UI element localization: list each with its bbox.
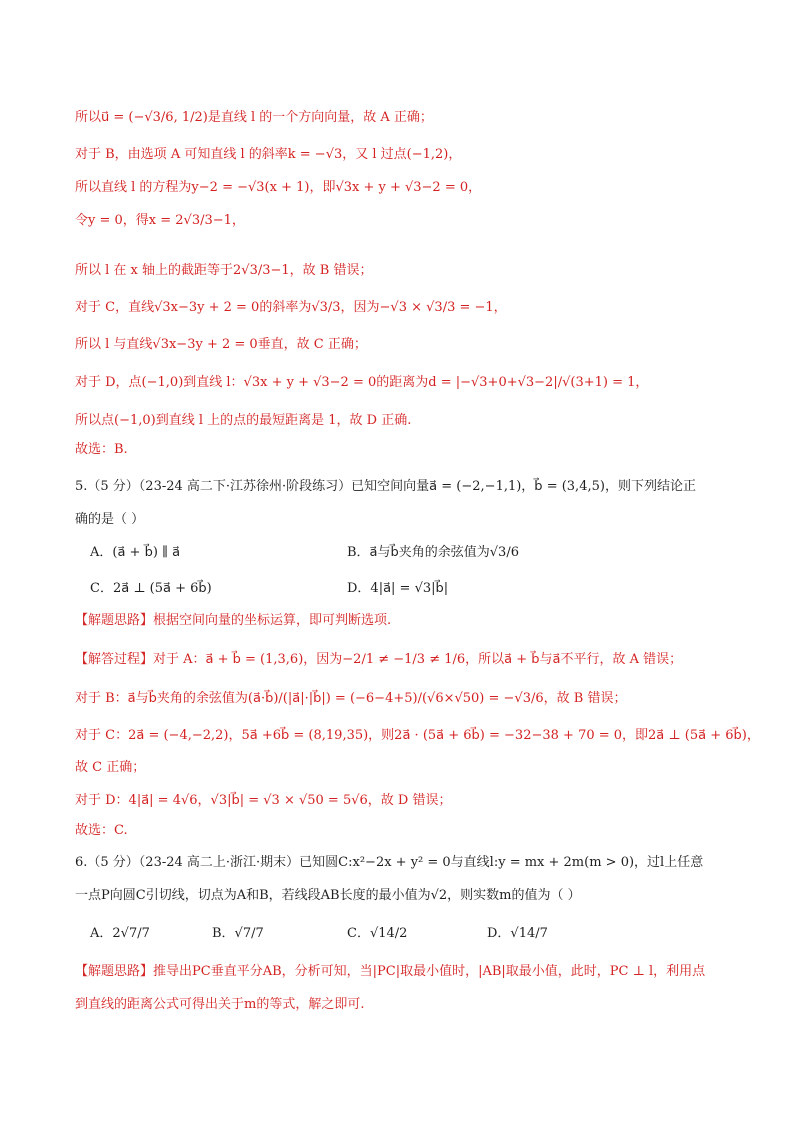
q5-option-b: B．a⃗与b⃗夹角的余弦值为√3/6 [347,545,519,560]
q5-solution-line-4: 故 C 正确； [75,760,146,775]
q5-solution-line-1: 【解答过程】对于 A：a⃗ + b⃗ = (1,3,6)，因为−2/1 ≠ −1/3 ≠ 1/6，所以a⃗ + b⃗与a⃗不平行，故 A 错误； [75,652,683,667]
q5-solution-idea: 【解题思路】根据空间向量的坐标运算，即可判断选项. [75,613,392,628]
q5-stem-line-1: 5.（5 分）（23-24 高二下·江苏徐州·阶段练习）已知空间向量a⃗ = (−2,−1,1)，b⃗ = (3,4,5)，则下列结论正 [75,479,696,494]
q6-option-a: A．2√7/7 [90,926,150,941]
q5-option-a: A．(a⃗ + b⃗) ∥ a⃗ [90,545,181,560]
q6-stem-line-2: 一点P向圆C引切线，切点为A和B，若线段AB长度的最小值为√2，则实数m的值为（ ） [75,888,581,903]
q4-answer: 故选：B. [75,442,128,457]
q6-option-d: D．√14/7 [487,926,548,941]
q4-solution-line-6: 对于 C，直线√3x−3y + 2 = 0的斜率为√3/3，因为−√3 × √3/3 = −1， [75,300,507,315]
q5-solution-line-3: 对于 C：2a⃗ = (−4,−2,2)，5a⃗ +6b⃗ = (8,19,35)，则2a⃗ · (5a⃗ + 6b⃗) = −32−38 + 70 = 0，即2a⃗ ⊥ (5a⃗ + 6b⃗)， [75,728,760,743]
q6-option-b: B．√7/7 [212,926,264,941]
q6-option-c: C．√14/2 [347,926,408,941]
q5-answer: 故选：C. [75,823,128,838]
q5-solution-line-5: 对于 D：4|a⃗| = 4√6，√3|b⃗| = √3 × √50 = 5√6，故 D 错误； [75,793,452,808]
q4-solution-line-1: 所以u⃗ = (−√3/6, 1/2)是直线 l 的一个方向向量，故 A 正确； [75,110,433,125]
q6-solution-idea-line-2: 到直线的距离公式可得出关于m的等式，解之即可. [75,997,365,1012]
q4-solution-line-9: 所以点(−1,0)到直线 l 上的点的最短距离是 1，故 D 正确. [75,413,412,428]
q4-solution-line-8: 对于 D，点(−1,0)到直线 l：√3x + y + √3−2 = 0的距离为d = |−√3+0+√3−2|/√(3+1) = 1， [75,375,649,390]
q6-solution-idea-line-1: 【解题思路】推导出PC垂直平分AB，分析可知，当|PC|取最小值时，|AB|取最小值，此时，PC ⊥ l，利用点 [75,964,706,979]
q5-solution-line-2: 对于 B：a⃗与b⃗夹角的余弦值为(a⃗·b⃗)/(|a⃗|·|b⃗|) = (−6−4+5)/(√6×√50) = −√3/6，故 B 错误； [75,691,627,706]
q4-solution-line-2: 对于 B，由选项 A 可知直线 l 的斜率k = −√3，又 l 过点(−1,2)， [75,147,462,162]
q4-solution-line-4: 令y = 0，得x = 2√3/3−1， [75,213,245,228]
q5-option-c: C．2a⃗ ⊥ (5a⃗ + 6b⃗) [90,581,212,596]
q4-solution-line-7: 所以 l 与直线√3x−3y + 2 = 0垂直，故 C 正确； [75,337,367,352]
q5-stem-line-2: 确的是（ ） [75,512,145,527]
q6-stem-line-1: 6.（5 分）（23-24 高二上·浙江·期末）已知圆C:x²−2x + y² = 0与直线l:y = mx + 2m(m > 0)，过l上任意 [75,855,704,870]
q4-solution-line-5: 所以 l 在 x 轴上的截距等于2√3/3−1，故 B 错误； [75,263,373,278]
q4-solution-line-3: 所以直线 l 的方程为y−2 = −√3(x + 1)，即√3x + y + √3−2 = 0， [75,180,482,195]
q5-option-d: D．4|a⃗| = √3|b⃗| [347,581,449,596]
